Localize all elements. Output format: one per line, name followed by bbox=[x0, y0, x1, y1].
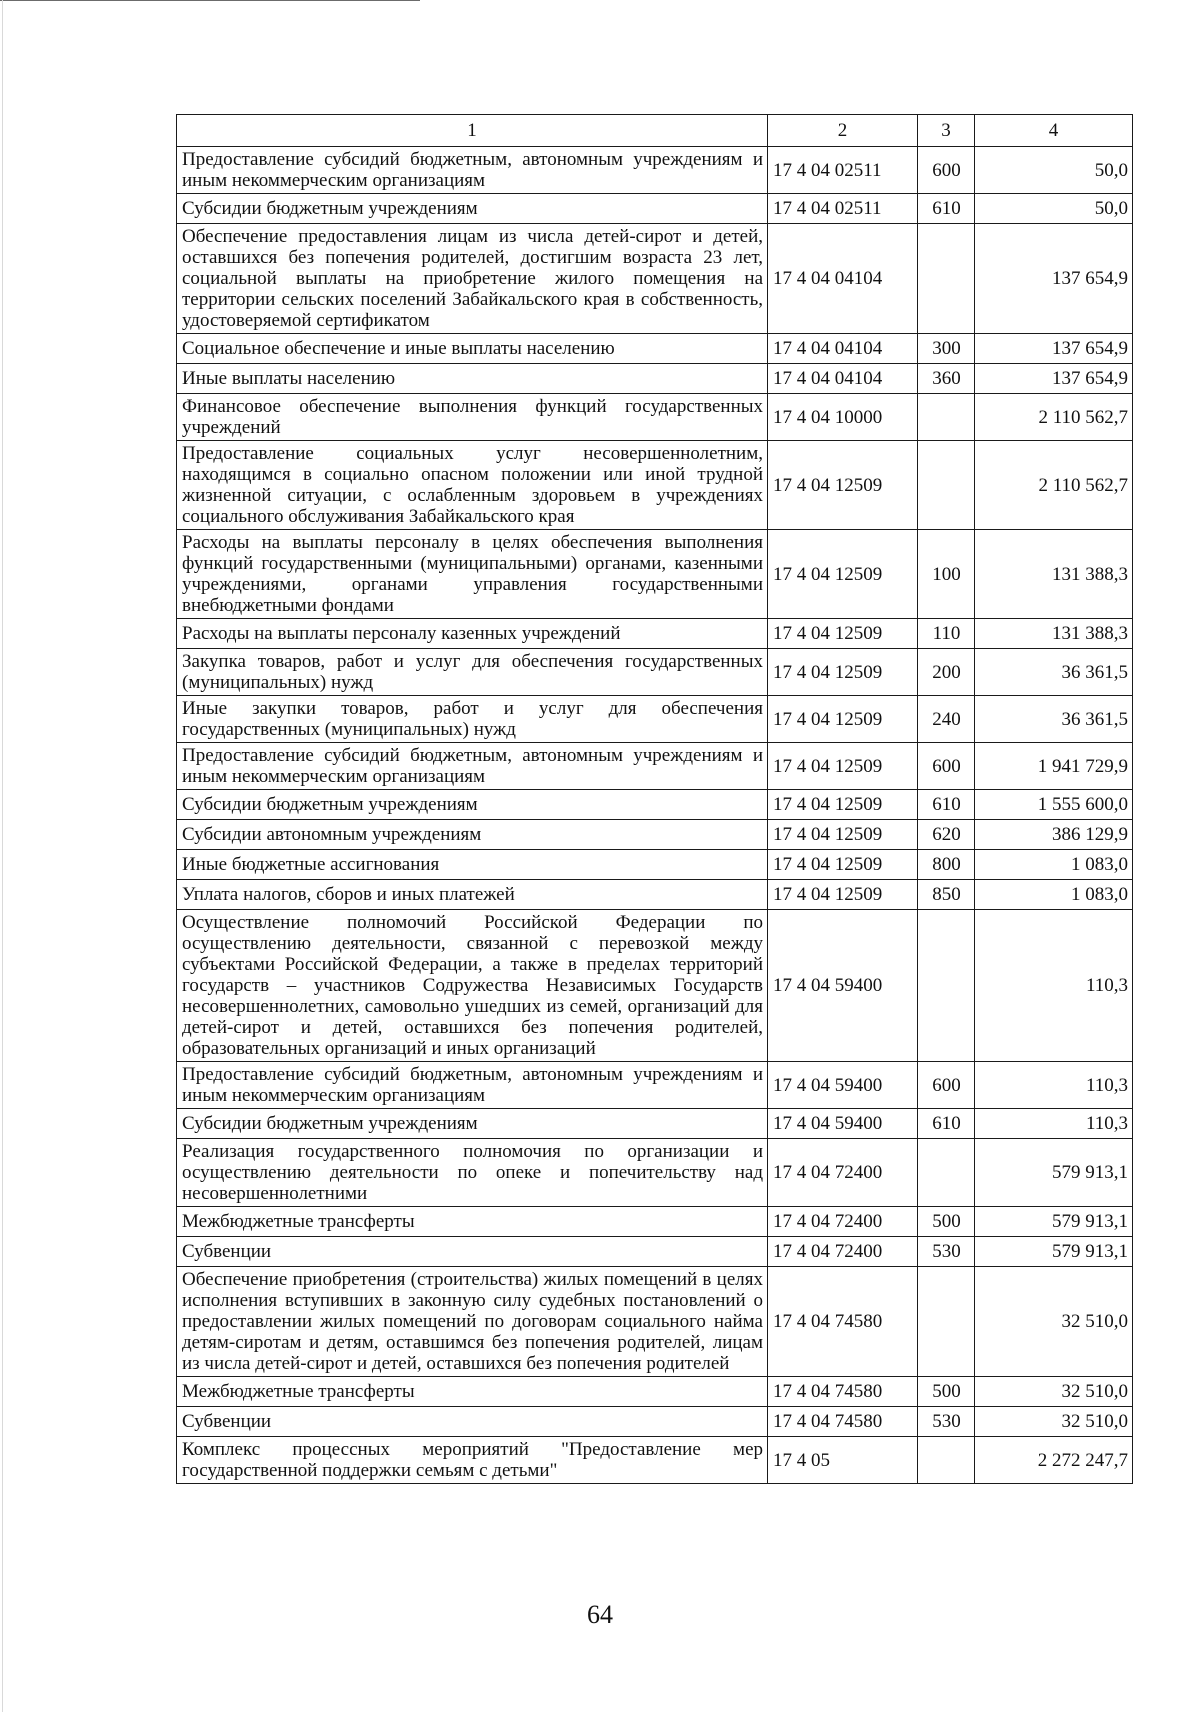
header-col-1: 1 bbox=[177, 115, 768, 147]
row-type-cell bbox=[918, 441, 975, 530]
header-col-2: 2 bbox=[768, 115, 918, 147]
row-code-cell: 17 4 04 12509 bbox=[768, 880, 918, 910]
table-row bbox=[177, 147, 1133, 194]
row-code-cell: 17 4 04 12509 bbox=[768, 790, 918, 820]
row-type-cell: 610 bbox=[918, 790, 975, 820]
row-name-cell: Реализация государственного полномочия по организации и осуществлению деятельности по опеке и попечительству над несовершеннолетними bbox=[177, 1139, 768, 1207]
row-type-cell bbox=[918, 1267, 975, 1377]
table-row bbox=[177, 1407, 1133, 1437]
table-row bbox=[177, 880, 1133, 910]
row-code-cell: 17 4 04 12509 bbox=[768, 619, 918, 649]
table-row bbox=[177, 649, 1133, 696]
table-row bbox=[177, 696, 1133, 743]
row-type-cell: 240 bbox=[918, 696, 975, 743]
row-sum-cell: 137 654,9 bbox=[975, 364, 1133, 394]
row-code-cell: 17 4 04 59400 bbox=[768, 1062, 918, 1109]
row-code-cell: 17 4 04 04104 bbox=[768, 224, 918, 334]
scan-edge-line bbox=[0, 0, 420, 3]
table-row bbox=[177, 1207, 1133, 1237]
row-name-cell: Межбюджетные трансферты bbox=[177, 1207, 768, 1237]
row-sum-cell: 1 555 600,0 bbox=[975, 790, 1133, 820]
row-code-cell: 17 4 04 12509 bbox=[768, 441, 918, 530]
row-sum-cell: 131 388,3 bbox=[975, 530, 1133, 619]
row-type-cell: 360 bbox=[918, 364, 975, 394]
row-name-cell: Иные бюджетные ассигнования bbox=[177, 850, 768, 880]
row-type-cell bbox=[918, 1437, 975, 1484]
row-name-cell: Предоставление социальных услуг несовершеннолетним, находящимся в социально опасном положении или иной трудной жизненной ситуации, с ослабленным здоровьем в учреждениях социального обслуживания Забайкальского края bbox=[177, 441, 768, 530]
table-row bbox=[177, 364, 1133, 394]
row-sum-cell: 386 129,9 bbox=[975, 820, 1133, 850]
table-row bbox=[177, 394, 1133, 441]
row-code-cell: 17 4 04 74580 bbox=[768, 1377, 918, 1407]
row-code-cell: 17 4 04 12509 bbox=[768, 820, 918, 850]
row-code-cell: 17 4 04 72400 bbox=[768, 1139, 918, 1207]
row-code-cell: 17 4 04 02511 bbox=[768, 194, 918, 224]
row-sum-cell: 50,0 bbox=[975, 194, 1133, 224]
row-type-cell: 620 bbox=[918, 820, 975, 850]
table-row bbox=[177, 1139, 1133, 1207]
row-name-cell: Субсидии автономным учреждениям bbox=[177, 820, 768, 850]
row-type-cell: 600 bbox=[918, 1062, 975, 1109]
table-row bbox=[177, 1109, 1133, 1139]
row-name-cell: Социальное обеспечение и иные выплаты населению bbox=[177, 334, 768, 364]
row-type-cell: 500 bbox=[918, 1377, 975, 1407]
row-name-cell: Предоставление субсидий бюджетным, автономным учреждениям и иным некоммерческим организациям bbox=[177, 147, 768, 194]
row-sum-cell: 1 083,0 bbox=[975, 850, 1133, 880]
row-name-cell: Предоставление субсидий бюджетным, автономным учреждениям и иным некоммерческим организациям bbox=[177, 1062, 768, 1109]
row-name-cell: Расходы на выплаты персоналу казенных учреждений bbox=[177, 619, 768, 649]
row-name-cell: Субсидии бюджетным учреждениям bbox=[177, 790, 768, 820]
row-code-cell: 17 4 04 59400 bbox=[768, 910, 918, 1062]
row-code-cell: 17 4 04 12509 bbox=[768, 743, 918, 790]
table-row bbox=[177, 820, 1133, 850]
row-sum-cell: 32 510,0 bbox=[975, 1407, 1133, 1437]
row-name-cell: Закупка товаров, работ и услуг для обеспечения государственных (муниципальных) нужд bbox=[177, 649, 768, 696]
row-sum-cell: 2 110 562,7 bbox=[975, 394, 1133, 441]
header-col-4: 4 bbox=[975, 115, 1133, 147]
row-name-cell: Финансовое обеспечение выполнения функций государственных учреждений bbox=[177, 394, 768, 441]
row-type-cell: 200 bbox=[918, 649, 975, 696]
row-code-cell: 17 4 04 72400 bbox=[768, 1207, 918, 1237]
row-sum-cell: 1 941 729,9 bbox=[975, 743, 1133, 790]
row-type-cell bbox=[918, 394, 975, 441]
table-row bbox=[177, 619, 1133, 649]
row-name-cell: Комплекс процессных мероприятий "Предоставление мер государственной поддержки семьям с детьми" bbox=[177, 1437, 768, 1484]
row-sum-cell: 579 913,1 bbox=[975, 1237, 1133, 1267]
row-type-cell: 850 bbox=[918, 880, 975, 910]
row-type-cell: 610 bbox=[918, 194, 975, 224]
header-col-3: 3 bbox=[918, 115, 975, 147]
row-type-cell bbox=[918, 1139, 975, 1207]
row-code-cell: 17 4 04 04104 bbox=[768, 334, 918, 364]
row-sum-cell: 36 361,5 bbox=[975, 649, 1133, 696]
table-row bbox=[177, 1437, 1133, 1484]
row-name-cell: Субсидии бюджетным учреждениям bbox=[177, 194, 768, 224]
table-row bbox=[177, 530, 1133, 619]
table-row bbox=[177, 1237, 1133, 1267]
row-type-cell: 530 bbox=[918, 1407, 975, 1437]
row-name-cell: Расходы на выплаты персоналу в целях обеспечения выполнения функций государственными (муниципальными) органами, казенными учреждениями, органами управления государственными внебюджетными фондами bbox=[177, 530, 768, 619]
row-name-cell: Межбюджетные трансферты bbox=[177, 1377, 768, 1407]
row-sum-cell: 32 510,0 bbox=[975, 1267, 1133, 1377]
table-row bbox=[177, 1377, 1133, 1407]
row-sum-cell: 579 913,1 bbox=[975, 1139, 1133, 1207]
table-row bbox=[177, 441, 1133, 530]
row-code-cell: 17 4 05 bbox=[768, 1437, 918, 1484]
row-sum-cell: 2 110 562,7 bbox=[975, 441, 1133, 530]
row-type-cell: 500 bbox=[918, 1207, 975, 1237]
scan-left-edge bbox=[2, 0, 3, 1712]
row-code-cell: 17 4 04 12509 bbox=[768, 696, 918, 743]
row-name-cell: Субвенции bbox=[177, 1407, 768, 1437]
row-sum-cell: 2 272 247,7 bbox=[975, 1437, 1133, 1484]
row-sum-cell: 579 913,1 bbox=[975, 1207, 1133, 1237]
row-code-cell: 17 4 04 12509 bbox=[768, 530, 918, 619]
row-name-cell: Осуществление полномочий Российской Федерации по осуществлению деятельности, связанной с перевозкой между субъектами Российской Федерации, а также в пределах территорий государств – участников Содружества Независимых Государств несовершеннолетних, самовольно ушедших из семей, организаций для детей-сирот и детей, оставшихся без попечения родителей, образовательных организаций и иных организаций bbox=[177, 910, 768, 1062]
row-type-cell: 800 bbox=[918, 850, 975, 880]
row-sum-cell: 137 654,9 bbox=[975, 334, 1133, 364]
table-row bbox=[177, 850, 1133, 880]
row-name-cell: Предоставление субсидий бюджетным, автономным учреждениям и иным некоммерческим организациям bbox=[177, 743, 768, 790]
row-sum-cell: 32 510,0 bbox=[975, 1377, 1133, 1407]
row-sum-cell: 131 388,3 bbox=[975, 619, 1133, 649]
row-code-cell: 17 4 04 72400 bbox=[768, 1237, 918, 1267]
row-type-cell: 110 bbox=[918, 619, 975, 649]
row-type-cell: 600 bbox=[918, 743, 975, 790]
row-sum-cell: 36 361,5 bbox=[975, 696, 1133, 743]
row-code-cell: 17 4 04 12509 bbox=[768, 850, 918, 880]
table-row bbox=[177, 1267, 1133, 1377]
table-row bbox=[177, 743, 1133, 790]
row-name-cell: Иные закупки товаров, работ и услуг для обеспечения государственных (муниципальных) нужд bbox=[177, 696, 768, 743]
row-name-cell: Субсидии бюджетным учреждениям bbox=[177, 1109, 768, 1139]
row-type-cell: 530 bbox=[918, 1237, 975, 1267]
row-code-cell: 17 4 04 74580 bbox=[768, 1407, 918, 1437]
row-code-cell: 17 4 04 59400 bbox=[768, 1109, 918, 1139]
row-sum-cell: 110,3 bbox=[975, 910, 1133, 1062]
row-type-cell: 100 bbox=[918, 530, 975, 619]
row-type-cell: 610 bbox=[918, 1109, 975, 1139]
row-name-cell: Субвенции bbox=[177, 1237, 768, 1267]
budget-table bbox=[176, 114, 1133, 1484]
row-code-cell: 17 4 04 74580 bbox=[768, 1267, 918, 1377]
table-row bbox=[177, 194, 1133, 224]
table-row bbox=[177, 910, 1133, 1062]
row-type-cell: 300 bbox=[918, 334, 975, 364]
table-row bbox=[177, 334, 1133, 364]
table-row bbox=[177, 790, 1133, 820]
page-number: 64 bbox=[587, 1600, 613, 1629]
row-name-cell: Иные выплаты населению bbox=[177, 364, 768, 394]
row-code-cell: 17 4 04 12509 bbox=[768, 649, 918, 696]
row-type-cell bbox=[918, 224, 975, 334]
row-sum-cell: 137 654,9 bbox=[975, 224, 1133, 334]
row-code-cell: 17 4 04 02511 bbox=[768, 147, 918, 194]
row-code-cell: 17 4 04 10000 bbox=[768, 394, 918, 441]
table-header-row bbox=[177, 115, 1133, 147]
row-sum-cell: 110,3 bbox=[975, 1062, 1133, 1109]
table-row bbox=[177, 224, 1133, 334]
row-type-cell: 600 bbox=[918, 147, 975, 194]
table-row bbox=[177, 1062, 1133, 1109]
row-code-cell: 17 4 04 04104 bbox=[768, 364, 918, 394]
row-sum-cell: 1 083,0 bbox=[975, 880, 1133, 910]
row-name-cell: Обеспечение приобретения (строительства) жилых помещений в целях исполнения вступивших в законную силу судебных постановлений о предоставлении жилых помещений по договорам социального найма детям-сиротам и детям, оставшимся без попечения родителей, лицам из числа детей-сирот и детей, оставшихся без попечения родителей bbox=[177, 1267, 768, 1377]
row-sum-cell: 110,3 bbox=[975, 1109, 1133, 1139]
row-sum-cell: 50,0 bbox=[975, 147, 1133, 194]
row-name-cell: Обеспечение предоставления лицам из числа детей-сирот и детей, оставшихся без попечения родителей, достигшим возраста 23 лет, социальной выплаты на приобретение жилого помещения на территории сельских поселений Забайкальского края в собственность, удостоверяемой сертификатом bbox=[177, 224, 768, 334]
row-name-cell: Уплата налогов, сборов и иных платежей bbox=[177, 880, 768, 910]
table-body bbox=[177, 147, 1133, 1484]
row-type-cell bbox=[918, 910, 975, 1062]
